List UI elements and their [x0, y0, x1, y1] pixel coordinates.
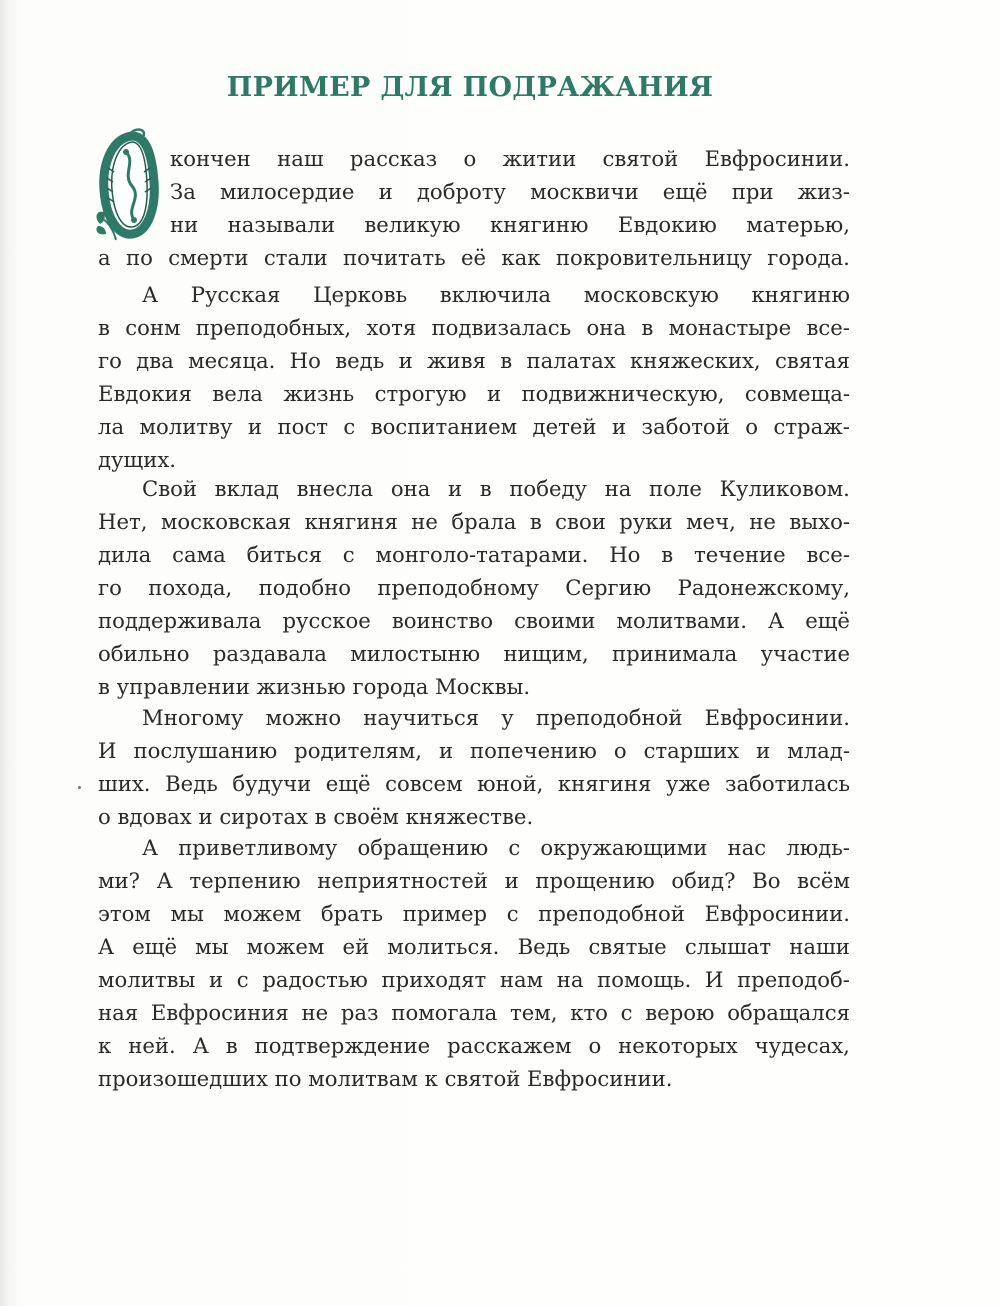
word: её [460, 245, 487, 270]
text-line [98, 641, 850, 666]
word: матерью, [746, 212, 850, 237]
word: можно [265, 705, 342, 730]
word: с [236, 967, 249, 992]
word: в [98, 315, 110, 340]
word: в [500, 348, 513, 373]
word: заботилась [724, 771, 850, 796]
word: мы [195, 934, 229, 959]
word: города. [767, 245, 850, 270]
word: Радонежскому, [677, 575, 850, 600]
word: рассказ [349, 146, 438, 171]
word: ни [170, 212, 199, 237]
word: и [486, 381, 502, 406]
word: своими [514, 608, 596, 633]
word: поддерживала [98, 608, 262, 633]
word: хотя [366, 315, 417, 340]
word: все- [806, 542, 850, 567]
word: обращению [357, 835, 489, 860]
word: житии [502, 146, 577, 171]
word: у [501, 705, 514, 730]
word: святой [602, 146, 679, 171]
word: За [170, 179, 196, 204]
word: Многому [142, 705, 244, 730]
word: родителям, [294, 738, 422, 763]
word: брать [320, 901, 384, 926]
word: о [745, 414, 759, 439]
word: кончен [170, 146, 251, 171]
word: подвижническую, [521, 381, 725, 406]
word: млад- [787, 738, 850, 763]
text-line [142, 705, 850, 730]
word: научиться [363, 705, 480, 730]
word: жиз- [797, 179, 850, 204]
word: совмеща- [744, 381, 850, 406]
word: Русская [190, 282, 281, 307]
word: Церковь [313, 282, 408, 307]
word: пример [402, 901, 488, 926]
word: все- [806, 315, 850, 340]
word: А [768, 608, 785, 633]
word: совсем [385, 771, 463, 796]
word: Свой [142, 476, 198, 501]
text-line [98, 348, 850, 373]
word: палатах [526, 348, 616, 373]
word: с [343, 414, 356, 439]
text-line [98, 575, 850, 600]
word: она [586, 315, 627, 340]
word: воинство [391, 608, 494, 633]
word: мы [170, 901, 204, 926]
word: воспитанием [370, 414, 518, 439]
word: покровительницу [555, 245, 752, 270]
word: ещё [805, 608, 850, 633]
word: людь- [786, 835, 850, 860]
word: заботой [641, 414, 730, 439]
word: как [501, 245, 541, 270]
word: этом [98, 901, 151, 926]
text-line [98, 771, 850, 796]
word: меч, [686, 509, 736, 534]
word: месяца. [188, 348, 276, 373]
word: в [225, 1033, 238, 1058]
word: доброту [416, 179, 506, 204]
word: руки [619, 509, 673, 534]
word: не [749, 509, 776, 534]
word: сама [172, 542, 226, 567]
word: дила [98, 542, 152, 567]
word: в [641, 315, 654, 340]
word: не [411, 509, 438, 534]
word: русское [282, 608, 371, 633]
word: старших [643, 738, 740, 763]
word: чудесах, [754, 1033, 850, 1058]
word: на [604, 476, 632, 501]
word: ей [342, 934, 370, 959]
text-line [170, 146, 850, 171]
text-line [98, 1000, 850, 1025]
word: московская [160, 509, 292, 534]
text-line [170, 179, 850, 204]
word: а [98, 245, 111, 270]
word: преподобных, [195, 315, 352, 340]
text-line [98, 967, 850, 992]
word: биться [246, 542, 322, 567]
text-line [142, 835, 850, 860]
word: и [447, 476, 463, 501]
word: Евдокия [98, 381, 192, 406]
page-title: ПРИМЕР ДЛЯ ПОДРАЖАНИЯ [226, 72, 714, 103]
word: на [556, 967, 584, 992]
word: свои [555, 509, 606, 534]
word: пост [277, 414, 328, 439]
word: ещё [662, 179, 708, 204]
text-line [98, 738, 850, 763]
dropcap-letter-o-icon [92, 128, 166, 246]
word: верою [645, 1000, 715, 1025]
word: княгиня [557, 771, 652, 796]
word: поле [649, 476, 702, 501]
word: при [731, 179, 774, 204]
word: подобно [258, 575, 351, 600]
word: слышат [684, 934, 772, 959]
word: Евфросиния [150, 1000, 289, 1025]
word: в [661, 542, 674, 567]
word: и [398, 348, 413, 373]
word: Евфросинии. [704, 146, 850, 171]
word: московскую [583, 282, 719, 307]
word: Ведь [165, 771, 218, 796]
word: нам [499, 967, 544, 992]
word: Но [609, 542, 641, 567]
word: и [504, 868, 519, 893]
word: принимала [612, 641, 738, 666]
word: похода, [148, 575, 233, 600]
word: включила [439, 282, 552, 307]
word: А [156, 868, 173, 893]
text-line: в управлении жизнью города Москвы. [98, 674, 531, 699]
word: обращался [727, 1000, 850, 1025]
word: молитву [139, 414, 233, 439]
ornamental-dropcap-icon [92, 128, 166, 246]
word: почитать [343, 245, 446, 270]
word: ная [98, 1000, 139, 1025]
word: живя [427, 348, 486, 373]
word: течение [694, 542, 786, 567]
word: два [136, 348, 174, 373]
word: и [378, 179, 393, 204]
word: Евдокию [617, 212, 717, 237]
word: милосердие [219, 179, 355, 204]
word: помощь. [597, 967, 692, 992]
text-line [98, 934, 850, 959]
text-line [98, 608, 850, 633]
text-line: о вдовах и сиротах в своём княжестве. [98, 804, 534, 829]
word: го [98, 575, 122, 600]
word: монголо-татарами. [375, 542, 589, 567]
text-line [98, 414, 850, 439]
word: ещё [325, 771, 371, 796]
word: не [301, 1000, 329, 1025]
word: великую [364, 212, 461, 237]
word: княгиню [489, 212, 589, 237]
word: ми? [98, 868, 140, 893]
word: победу [509, 476, 587, 501]
text-line [98, 901, 850, 926]
word: Но [289, 348, 321, 373]
word: Во [752, 868, 781, 893]
word: строгую [374, 381, 467, 406]
word: Евфросинии. [704, 901, 850, 926]
word: выхо- [789, 509, 850, 534]
word: приветливому [178, 835, 338, 860]
text-line [142, 282, 850, 307]
word: послушанию [133, 738, 278, 763]
word: с [506, 901, 519, 926]
word: ведь [335, 348, 385, 373]
word: преподобной [538, 901, 685, 926]
word: всём [797, 868, 850, 893]
word: смерти [168, 245, 249, 270]
word: можем [223, 901, 302, 926]
word: в [479, 476, 492, 501]
word: внесла [296, 476, 374, 501]
word: и [209, 967, 224, 992]
word: и [247, 414, 263, 439]
word: княгиню [751, 282, 850, 307]
word: ла [98, 414, 125, 439]
word: А [192, 1033, 209, 1058]
word: будучи [232, 771, 312, 796]
word: Куликовом. [719, 476, 850, 501]
text-line: дущих. [98, 447, 177, 472]
word: го [98, 348, 122, 373]
word: наш [277, 146, 324, 171]
word: монастыре [668, 315, 792, 340]
word: преподоб- [737, 967, 850, 992]
word: и [756, 738, 771, 763]
word: радостью [262, 967, 368, 992]
text-line [98, 542, 850, 567]
text-line [98, 509, 850, 534]
word: раздавала [212, 641, 327, 666]
print-speck [78, 786, 81, 789]
word: помогала [391, 1000, 498, 1025]
word: А [142, 835, 159, 860]
word: нищим, [503, 641, 589, 666]
word: стали [263, 245, 328, 270]
word: Сергию [565, 575, 652, 600]
text-line [98, 381, 850, 406]
word: вклад [214, 476, 279, 501]
text-line [98, 1033, 850, 1058]
word: страж- [773, 414, 850, 439]
word: святые [588, 934, 667, 959]
text-line [98, 245, 850, 270]
word: терпению [189, 868, 301, 893]
word: молитвами. [616, 608, 747, 633]
word: обид? [671, 868, 736, 893]
word: сонм [125, 315, 181, 340]
word: детей [532, 414, 597, 439]
word: княгиня [304, 509, 398, 534]
word: приходят [381, 967, 487, 992]
text-line: произошедших по молитвам к святой Евфросинии. [98, 1066, 673, 1091]
word: нас [727, 835, 767, 860]
word: Нет, [98, 509, 148, 534]
word: И [704, 967, 724, 992]
word: милостыню [350, 641, 481, 666]
word: кто [570, 1000, 608, 1025]
word: к [98, 1033, 112, 1058]
word: окружающими [540, 835, 708, 860]
word: с [342, 542, 355, 567]
word: вела [212, 381, 263, 406]
word: подтверждение [254, 1033, 431, 1058]
word: преподобной [535, 705, 683, 730]
word: попечению [470, 738, 597, 763]
word: с [620, 1000, 633, 1025]
text-line [98, 315, 850, 340]
text-line [170, 212, 850, 237]
word: юной, [477, 771, 544, 796]
word: обильно [98, 641, 190, 666]
word: жизнь [283, 381, 355, 406]
word: и [438, 738, 454, 763]
word: участие [760, 641, 850, 666]
word: молитвы [98, 967, 196, 992]
word: по [125, 245, 153, 270]
word: уже [665, 771, 711, 796]
word: можем [246, 934, 325, 959]
word: Ведь [517, 934, 571, 959]
text-line [98, 868, 850, 893]
word: И [98, 738, 117, 763]
word: и [611, 414, 627, 439]
text-line [142, 476, 850, 501]
word: неприятностей [317, 868, 488, 893]
word: ней. [128, 1033, 176, 1058]
word: называли [227, 212, 335, 237]
word: она [390, 476, 431, 501]
word: москвичи [530, 179, 639, 204]
word: преподобному [377, 575, 539, 600]
word: тем, [510, 1000, 558, 1025]
word: в [529, 509, 542, 534]
word: княжеских, [629, 348, 761, 373]
word: о [463, 146, 477, 171]
word: святая [774, 348, 850, 373]
word: о [613, 738, 627, 763]
word: А [98, 934, 115, 959]
word: раз [340, 1000, 379, 1025]
word: брала [451, 509, 517, 534]
word: молиться. [387, 934, 500, 959]
word: ещё [132, 934, 177, 959]
word: наши [789, 934, 850, 959]
word: о [588, 1033, 602, 1058]
word: прощению [535, 868, 655, 893]
word: расскажем [447, 1033, 572, 1058]
word: некоторых [618, 1033, 738, 1058]
word: А [142, 282, 159, 307]
word: подвизалась [431, 315, 572, 340]
word: ших. [98, 771, 151, 796]
word: с [508, 835, 521, 860]
word: Евфросинии. [704, 705, 850, 730]
